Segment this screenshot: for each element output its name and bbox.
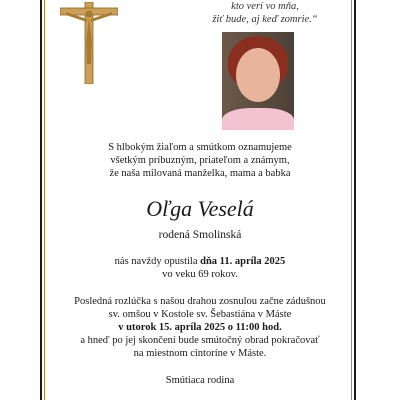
- death-date: dňa 11. apríla 2025: [200, 256, 286, 267]
- bible-quote: [190, 0, 340, 26]
- intro-line: že naša milovaná manželka, mama a babka: [109, 168, 291, 179]
- signature: Smútiaca rodina: [165, 375, 235, 386]
- maiden-name: rodená Smolinská: [158, 229, 242, 241]
- intro-line: všetkým príbuzným, priateľom a známym,: [110, 155, 290, 166]
- right-border-gold: [351, 0, 352, 400]
- death-line: [60, 255, 340, 268]
- portrait-photo: [222, 32, 294, 130]
- funeral-line: na miestnom cintoríne v Máste.: [133, 348, 267, 359]
- right-border: [354, 0, 356, 400]
- intro-line: S hlbokým žiaľom a smútkom oznamujeme: [108, 142, 292, 153]
- deceased-name: Oľga Veselá: [146, 196, 254, 221]
- quote-line: žiť bude, aj keď zomrie.“: [212, 14, 318, 25]
- funeral-datetime: v utorok 15. apríla 2025 o 11:00 hod.: [118, 322, 282, 333]
- left-border-gold: [44, 0, 45, 400]
- crucifix-icon: [60, 2, 118, 84]
- announcement-intro: [60, 141, 340, 180]
- death-prefix: nás navždy opustila: [114, 256, 198, 267]
- funeral-info: [60, 295, 340, 360]
- death-info: [60, 255, 340, 281]
- quote-line: kto verí vo mňa,: [231, 1, 299, 12]
- death-age: vo veku 69 rokov.: [162, 269, 238, 280]
- funeral-line: sv. omšou v Kostole sv. Šebastiána v Máste: [108, 309, 292, 320]
- left-border: [40, 0, 42, 400]
- funeral-line: a hneď po jej skončení bude smútočný obrad pokračovať: [80, 335, 320, 346]
- funeral-line: Posledná rozlúčka s našou drahou zosnulou začne zádušnou: [74, 296, 326, 307]
